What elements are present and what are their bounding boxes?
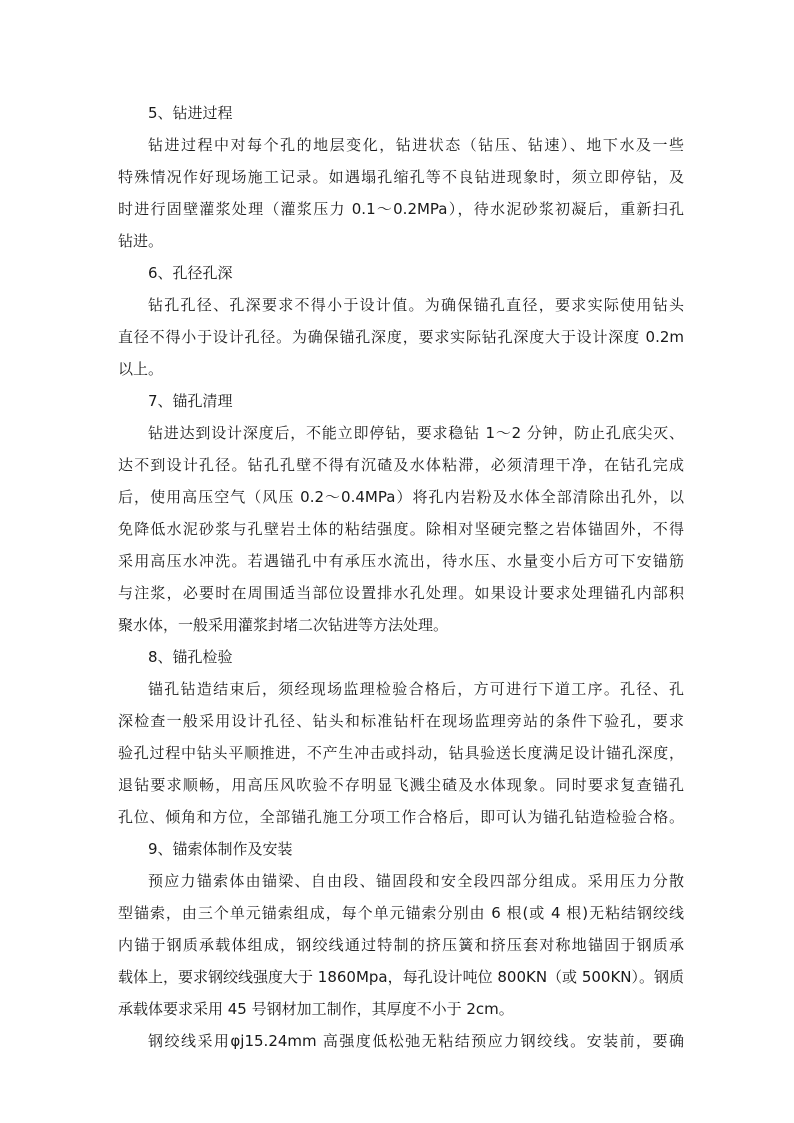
paragraph-line: 载体上，要求钢绞线强度大于 1860Mpa，每孔设计吨位 800KN（或 500KN）。钢质 <box>118 968 684 986</box>
paragraph-line: 钻进达到设计深度后，不能立即停钻，要求稳钻 1～2 分钟，防止孔底尖灭、 <box>148 424 684 442</box>
paragraph-line: 后，使用高压空气（风压 0.2～0.4MPa）将孔内岩粉及水体全部清除出孔外，以 <box>118 488 684 506</box>
paragraph-line: 深检查一般采用设计孔径、钻头和标准钻杆在现场监理旁站的条件下验孔，要求 <box>118 712 684 730</box>
paragraph-line: 达不到设计孔径。钻孔孔壁不得有沉碴及水体粘滞，必须清理干净，在钻孔完成 <box>118 456 684 474</box>
section-heading: 9、锚索体制作及安装 <box>148 840 293 858</box>
paragraph-line: 采用高压水冲洗。若遇锚孔中有承压水流出，待水压、水量变小后方可下安锚筋 <box>118 552 684 570</box>
section-heading: 6、孔径孔深 <box>148 264 233 282</box>
paragraph-line: 时进行固壁灌浆处理（灌浆压力 0.1～0.2MPa），待水泥砂浆初凝后，重新扫孔 <box>118 200 684 218</box>
paragraph-line: 退钻要求顺畅，用高压风吹验不存明显飞溅尘碴及水体现象。同时要求复查锚孔 <box>118 776 684 794</box>
paragraph-line: 预应力锚索体由锚梁、自由段、锚固段和安全段四部分组成。采用压力分散 <box>148 872 684 890</box>
paragraph-line: 钻进过程中对每个孔的地层变化，钻进状态（钻压、钻速）、地下水及一些 <box>148 136 684 154</box>
paragraph-line: 聚水体，一般采用灌浆封堵二次钻进等方法处理。 <box>118 616 449 634</box>
paragraph-line: 锚孔钻造结束后，须经现场监理检验合格后，方可进行下道工序。孔径、孔 <box>148 680 684 698</box>
paragraph-line: 特殊情况作好现场施工记录。如遇塌孔缩孔等不良钻进现象时，须立即停钻，及 <box>118 168 684 186</box>
paragraph-line: 直径不得小于设计孔径。为确保锚孔深度，要求实际钻孔深度大于设计深度 0.2m <box>118 328 684 346</box>
paragraph-line: 孔位、倾角和方位，全部锚孔施工分项工作合格后，即可认为锚孔钻造检验合格。 <box>118 808 684 826</box>
paragraph-line: 承载体要求采用 45 号钢材加工制作，其厚度不小于 2cm。 <box>118 1000 514 1018</box>
paragraph-line: 钢绞线采用φj15.24mm 高强度低松弛无粘结预应力钢绞线。安装前，要确 <box>148 1032 684 1050</box>
section-heading: 8、锚孔检验 <box>148 648 233 666</box>
paragraph-line: 免降低水泥砂浆与孔壁岩土体的粘结强度。除相对坚硬完整之岩体锚固外，不得 <box>118 520 684 538</box>
section-heading: 5、钻进过程 <box>148 104 233 122</box>
paragraph-line: 验孔过程中钻头平顺推进，不产生冲击或抖动，钻具验送长度满足设计锚孔深度， <box>118 744 684 762</box>
section-heading: 7、锚孔清理 <box>148 392 233 410</box>
paragraph-line: 内锚于钢质承载体组成，钢绞线通过特制的挤压簧和挤压套对称地锚固于钢质承 <box>118 936 684 954</box>
paragraph-line: 钻孔孔径、孔深要求不得小于设计值。为确保锚孔直径，要求实际使用钻头 <box>148 296 684 314</box>
paragraph-line: 型锚索，由三个单元锚索组成，每个单元锚索分别由 6 根(或 4 根)无粘结钢绞线 <box>118 904 684 922</box>
paragraph-line: 钻进。 <box>118 232 164 250</box>
paragraph-line: 与注浆，必要时在周围适当部位设置排水孔处理。如果设计要求处理锚孔内部积 <box>118 584 684 602</box>
document-body <box>118 97 684 1057</box>
paragraph-line: 以上。 <box>118 360 164 378</box>
